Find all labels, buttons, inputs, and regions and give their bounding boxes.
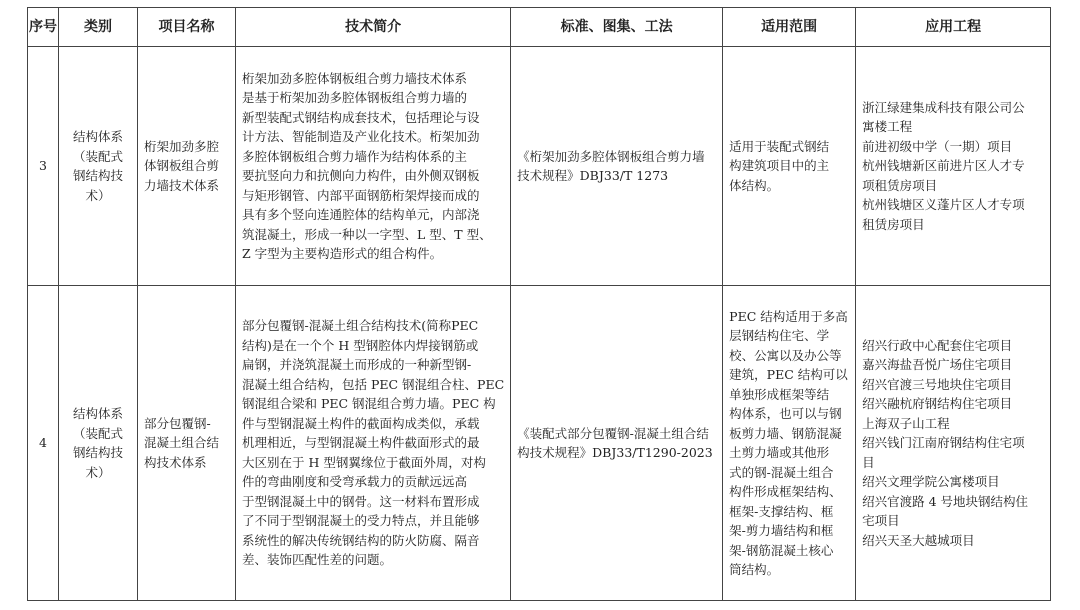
row-number: 4 xyxy=(28,286,59,601)
text-line: 是基于桁架加劲多腔体钢板组合剪力墙的 xyxy=(242,90,468,105)
text-line: 多腔体钢板组合剪力墙作为结构体系的主 xyxy=(242,148,468,164)
text-line: 绍兴文理学院公寓楼项目 xyxy=(862,474,1000,490)
cell-scope xyxy=(723,47,856,286)
text-line: 术） xyxy=(85,187,111,203)
header-scope: 适用范围 xyxy=(723,8,856,47)
text-line: 钢结构技 xyxy=(72,168,123,183)
text-line: 术） xyxy=(85,464,111,480)
text-line: 了不同于型钢混凝土的受力特点，并且能够 xyxy=(242,513,480,529)
text-line: 桁架加劲多腔体钢板组合剪力墙技术体系 xyxy=(242,70,468,86)
text-line: （装配式 xyxy=(72,425,123,441)
header-projects: 应用工程 xyxy=(856,8,1051,47)
text-line: 架-钢筋混凝土核心 xyxy=(729,542,834,558)
header-intro: 技术简介 xyxy=(236,8,511,47)
text-line: 部分包覆钢- xyxy=(144,415,211,431)
text-line: 力墙技术体系 xyxy=(144,177,220,193)
text-line: 件的弯曲刚度和受弯承载力的贡献远远高 xyxy=(242,474,468,490)
text-line: 单独形成框架等结 xyxy=(729,386,830,402)
text-line: 部分包覆钢-混凝土组合结构技术(简称PEC xyxy=(242,318,479,334)
text-line: 扁钢，并浇筑混凝土而形成的一种新型钢- xyxy=(242,357,472,373)
text-line: 层钢结构住宅、学 xyxy=(729,328,830,343)
text-line: 机理相近，与型钢混凝土构件截面形式的最 xyxy=(242,435,480,451)
text-line: 式的钢-混凝土组合 xyxy=(729,464,834,480)
text-line: 大区别在于 H 型钢翼缘位于截面外周，对构 xyxy=(242,454,486,470)
text-line: PEC 结构适用于多高 xyxy=(729,308,848,324)
text-line: 杭州钱塘新区前进片区人才专 xyxy=(862,158,1025,174)
text-line: 绍兴天圣大越城项目 xyxy=(862,532,975,548)
text-line: 桁架加劲多腔 xyxy=(144,138,220,154)
text-line: 差、装饰匹配性差的问题。 xyxy=(242,552,393,568)
text-line: 新型装配式钢结构成套技术，包括理论与设 xyxy=(242,109,480,125)
text-line: 钢混组合梁和 PEC 钢混组合剪力墙。PEC 构 xyxy=(242,396,496,412)
text-line: Z 字型为主要构造形式的组合构件。 xyxy=(242,246,443,261)
text-line: 与矩形钢管、内部平面钢筋桁架焊接而成的 xyxy=(242,187,480,203)
text-line: 绍兴行政中心配套住宅项目 xyxy=(862,337,1013,353)
text-line: 目 xyxy=(862,454,875,470)
cell-intro xyxy=(236,286,511,601)
text-line: 件与型钢混凝土构件的截面构成类似，承载 xyxy=(242,415,480,431)
text-line: 板剪力墙、钢筋混凝 xyxy=(729,425,842,441)
text-line: 土剪力墙或其他形 xyxy=(729,445,830,460)
text-line: 构技术体系 xyxy=(144,454,207,470)
text-line: 混凝土组合结 xyxy=(144,435,220,451)
text-line: 结构体系 xyxy=(72,129,123,144)
cell-projects xyxy=(856,286,1051,601)
text-line: 浙江绿建集成科技有限公司公 xyxy=(862,99,1025,115)
text-line: 混凝土组合结构，包括 PEC 钢混组合柱、PEC xyxy=(242,376,505,392)
text-line: 钢结构技 xyxy=(72,445,123,460)
text-line: 筒结构。 xyxy=(729,562,780,577)
technology-table xyxy=(27,7,1051,601)
text-line: 结构体系 xyxy=(72,406,123,421)
text-line: 体钢板组合剪 xyxy=(144,158,220,174)
text-line: 绍兴官渡三号地块住宅项目 xyxy=(862,376,1013,392)
text-line: 杭州钱塘区义蓬片区人才专项 xyxy=(862,197,1025,213)
text-line: 体结构。 xyxy=(729,177,780,193)
text-line: 绍兴钱门江南府钢结构住宅项 xyxy=(862,435,1025,451)
text-line: 寓楼工程 xyxy=(862,119,913,135)
cell-projects xyxy=(856,47,1051,286)
header-name: 项目名称 xyxy=(138,8,236,47)
text-line: 构件形成框架结构、 xyxy=(729,484,842,499)
text-line: 前进初级中学（一期）项目 xyxy=(862,138,1013,154)
row-number: 3 xyxy=(28,47,59,286)
text-line: 架-剪力墙结构和框 xyxy=(729,523,834,538)
cell-name xyxy=(138,47,236,286)
text-line: 校、公寓以及办公等 xyxy=(729,347,842,363)
cell-intro xyxy=(236,47,511,286)
text-line: 技术规程》DBJ33/T 1273 xyxy=(517,168,669,183)
text-line: 系统性的解决传统钢结构的防火防腐、隔音 xyxy=(242,532,480,548)
text-line: 要抗竖向力和抗侧向力构件，由外侧双钢板 xyxy=(242,168,480,183)
text-line: 宅项目 xyxy=(862,513,900,529)
cell-name xyxy=(138,286,236,601)
text-line: 绍兴官渡路 4 号地块钢结构住 xyxy=(862,493,1029,509)
text-line: 具有多个竖向连通腔体的结构单元，内部浇 xyxy=(242,207,480,222)
cell-category xyxy=(59,47,138,286)
cell-scope xyxy=(723,286,856,601)
text-line: 构体系，也可以与钢 xyxy=(729,406,842,421)
text-line: 框架-支撑结构、框 xyxy=(729,503,834,519)
text-line: （装配式 xyxy=(72,148,123,164)
text-line: 构技术规程》DBJ33/T1290-2023 xyxy=(517,445,713,460)
header-no: 序号 xyxy=(28,8,59,47)
text-line: 构建筑项目中的主 xyxy=(729,158,830,174)
text-line: 项租赁房项目 xyxy=(862,177,938,193)
header-row xyxy=(28,8,1051,47)
text-line: 租赁房项目 xyxy=(862,216,925,232)
text-line: 适用于装配式钢结 xyxy=(729,138,830,154)
header-standard: 标准、图集、工法 xyxy=(511,8,723,47)
cell-standard xyxy=(511,47,723,286)
cell-category xyxy=(59,286,138,601)
text-line: 筑混凝土，形成一种以一字型、L 型、T 型、 xyxy=(242,226,492,242)
text-line: 建筑，PEC 结构可以 xyxy=(729,367,848,382)
text-line: 于型钢混凝土中的钢骨。这一材料布置形成 xyxy=(242,493,480,509)
table-row xyxy=(28,47,1051,286)
text-line: 绍兴融杭府钢结构住宅项目 xyxy=(862,396,1013,412)
cell-standard xyxy=(511,286,723,601)
header-category: 类别 xyxy=(59,8,138,47)
text-line: 《桁架加劲多腔体钢板组合剪力墙 xyxy=(517,148,705,164)
text-line: 嘉兴海盐吾悦广场住宅项目 xyxy=(862,357,1013,373)
text-line: 结构)是在一个个 H 型钢腔体内焊接钢筋或 xyxy=(242,337,479,353)
text-line: 计方法、智能制造及产业化技术。桁架加劲 xyxy=(242,129,480,144)
text-line: 上海双子山工程 xyxy=(862,415,950,431)
table-row xyxy=(28,286,1051,601)
text-line: 《装配式部分包覆钢-混凝土组合结 xyxy=(517,425,709,441)
